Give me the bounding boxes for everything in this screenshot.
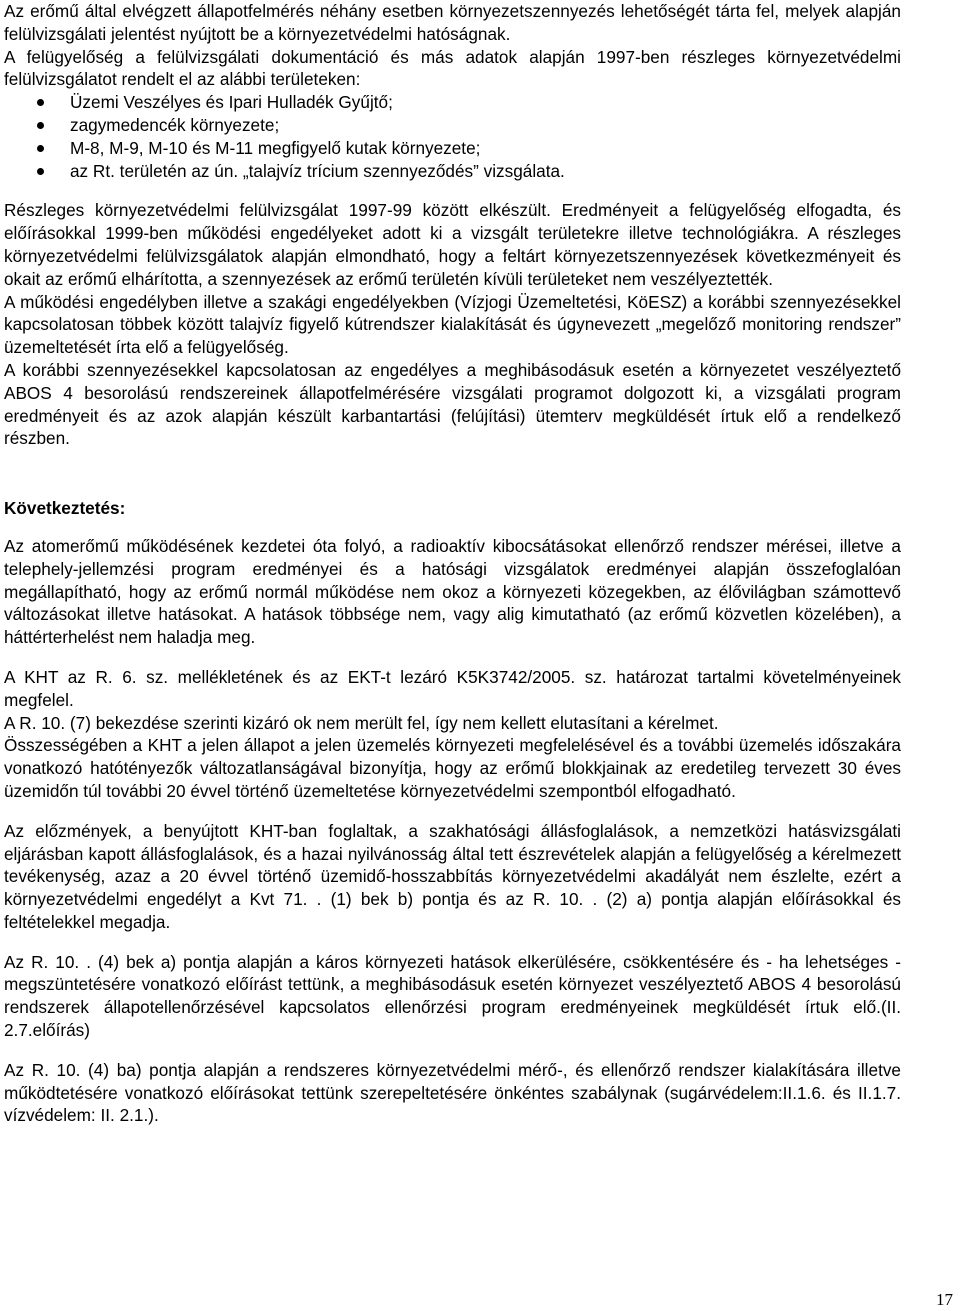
r10-exclusion-paragraph: A R. 10. (7) bekezdése szerinti kizáró ok nem merült fel, így nem kellett elutasítani a kérelmet.: [4, 712, 719, 733]
page-number: 17: [936, 1290, 953, 1309]
conclusion-heading: Következtetés:: [4, 498, 126, 519]
abos-paragraph: A korábbi szennyezésekkel kapcsolatosan az engedélyes a meghibásodásuk esetén a környezetet veszélyeztető ABOS 4 besorolású rendszereinek állapotfelmérésére vizsgálati programot dolgozott ki, a vizsgálati program eredményeit és az azok alapján készült karbantartási (felújítási) ütemterv megküldését írtuk elő a rendelkező részben.: [4, 359, 901, 449]
conclusion-paragraph: Az atomerőmű működésének kezdetei óta folyó, a radioaktív kibocsátásokat ellenőrző rendszer mérései, illetve a telephely-jellemzési program eredményei és a hatósági vizsgálatok eredményei alapján összefoglalóan megállapítható, hogy az erőmű normál működése nem okoz a környezeti közegekben, az élővilágban számottevő változásokat illetve hatásokat. A hatások többsége nem, vagy alig kimutatható (az erőmű közvetlen közelében), a háttérterhelést nem haladja meg.: [4, 535, 901, 648]
kht-compliance-paragraph: A KHT az R. 6. sz. mellékletének és az EKT-t lezáró K5K3742/2005. sz. határozat tartalmi követelményeinek megfelel.: [4, 666, 901, 710]
summary-paragraph: Összességében a KHT a jelen állapot a jelen üzemelés környezeti megfelelésével és a további üzemelés időszakára vonatkozó hatótényezők változatlanságával bizonyítja, hogy az erőmű blokkjainak az eredetileg tervezett 30 éves üzemidőn túl további 20 évvel történő üzemeltetése környezetvédelmi szempontból elfogadható.: [4, 735, 901, 801]
monitoring-paragraph: A működési engedélyben illetve a szakági engedélyekben (Vízjogi Üzemeltetési, KöESZ) a korábbi szennyezésekkel kapcsolatosan többek között talajvíz figyelő kútrendszer kialakítását és úgynevezett „megelőző monitoring rendszer” üzemeltetését írta elő a felügyelőség.: [4, 291, 901, 358]
document-body: [4, 0, 901, 1127]
list-item: M-8, M-9, M-10 és M-11 megfigyelő kutak környezete;: [4, 137, 901, 160]
review-areas-list: [4, 91, 901, 182]
list-item: zagymedencék környezete;: [4, 114, 901, 137]
intro-paragraph: Az erőmű által elvégzett állapotfelmérés néhány esetben környezetszennyezés lehetőségét tárta fel, melyek alapján felülvizsgálati jelentést nyújtott be a környezetvédelmi hatóságnak.: [4, 1, 901, 44]
review-results-paragraph: Részleges környezetvédelmi felülvizsgálat 1997-99 között elkészült. Eredményeit a felügyelőség elfogadta, és előírásokkal 1999-ben működési engedélyeket adott ki a vizsgált területekre illetve technológiákra. A részleges környezetvédelmi felülvizsgálatok alapján elmondható, hogy a feltárt környezetszennyezések következményeit és okait az erőmű elhárította, a szennyezések az erőmű területén kívüli területeket nem veszélyeztették.: [4, 200, 901, 289]
r10-4a-paragraph: Az R. 10. . (4) bek a) pontja alapján a káros környezeti hatások elkerülésére, csökkentésére és - ha lehetséges - megszüntetésére vonatkozó előírást tettünk, a meghibásodásuk esetén környezet veszélyeztető ABOS 4 besorolású rendszerek állapotellenőrzésével kapcsolatos ellenőrzési program eredményeinek megküldését írtuk elő.(II. 2.7.előírás): [4, 951, 901, 1041]
r10-4ba-paragraph: Az R. 10. (4) ba) pontja alapján a rendszeres környezetvédelmi mérő-, és ellenőrző rendszer kialakítására illetve működtetésére vonatkozó előírásokat tettünk szerepeltetésére önkéntes szabálynak (sugárvédelem:II.1.6. és II.1.7. vízvédelem: II. 2.1.).: [4, 1059, 901, 1126]
partial-review-paragraph: A felügyelőség a felülvizsgálati dokumentáció és más adatok alapján 1997-ben részleges környezetvédelmi felülvizsgálatot rendelt el az alábbi területeken:: [4, 46, 901, 90]
list-item: Üzemi Veszélyes és Ipari Hulladék Gyűjtő;: [4, 91, 901, 114]
list-item: az Rt. területén az ún. „talajvíz trícium szennyeződés” vizsgálata.: [4, 160, 901, 183]
antecedents-paragraph: Az előzmények, a benyújtott KHT-ban foglaltak, a szakhatósági állásfoglalások, a nemzetközi hatásvizsgálati eljárásban kapott állásfoglalások, és a hazai nyilvánosság által tett észrevételek alapján a felügyelőség a kérelmezett tevékenység, azaz a 20 évvel történő üzemidő-hosszabbítás környezetvédelmi akadályát nem észlelte, ezért a környezetvédelmi engedélyt a Kvt 71. . (1) bek b) pontja és az R. 10. . (2) a) pontja alapján előírásokkal és feltételekkel megadja.: [4, 820, 901, 932]
